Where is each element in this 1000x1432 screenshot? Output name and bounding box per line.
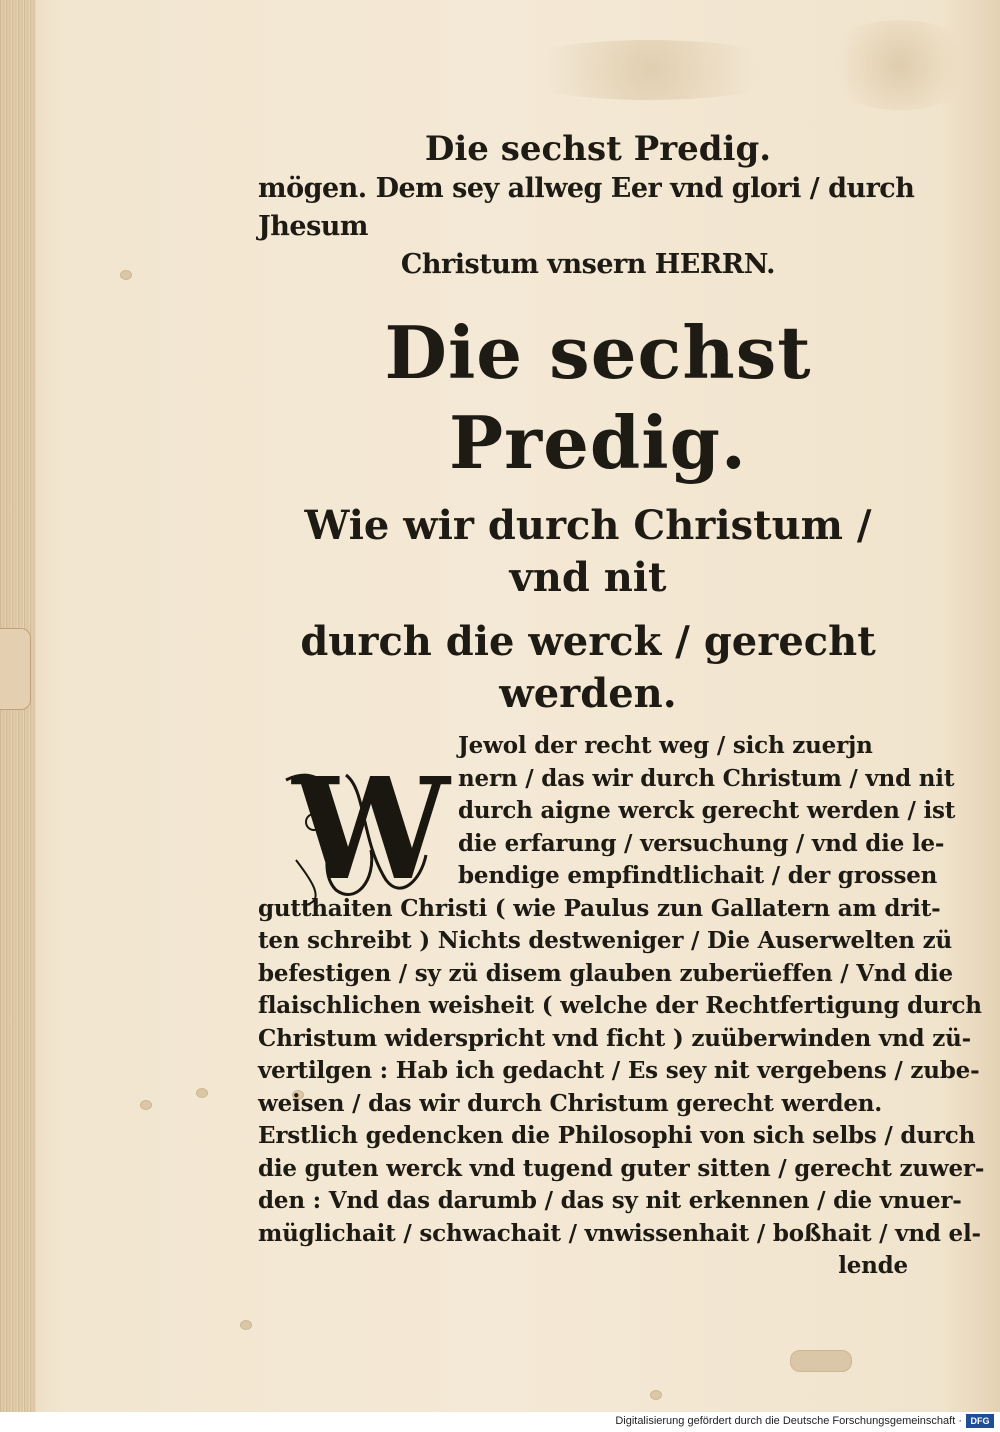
- body-line: nern / das wir durch Christum / vnd nit: [458, 764, 955, 792]
- paper-spot: [650, 1390, 662, 1400]
- body-line: gutthaiten Christi ( wie Paulus zun Gallatern am drit-: [258, 894, 941, 922]
- catchword: lende: [838, 1252, 908, 1279]
- body-line: weisen / das wir durch Christum gerecht werden.: [258, 1089, 883, 1117]
- body-line: die guten werck vnd tugend guter sitten / gerecht zuwer-: [258, 1154, 985, 1182]
- sermon-subtitle: Wie wir durch Christum / vnd nit: [304, 502, 872, 601]
- body-line: ten schreibt ) Nichts destweniger / Die Auserwelten zü: [258, 927, 952, 954]
- body-line: müglichait / schwachait / vnwissenhait / boßhait / vnd el-: [258, 1219, 981, 1247]
- initial-letter: W: [292, 748, 450, 912]
- sermon-body: [258, 730, 985, 1283]
- body-line: vertilgen : Hab ich gedacht / Es sey nit vergebens / zube-: [258, 1057, 980, 1084]
- digitization-footer: [0, 1412, 1000, 1432]
- sermon-subtitle: durch die werck / gerecht werden.: [300, 618, 876, 717]
- paper-stain: [820, 20, 980, 110]
- body-line: flaischlichen weisheit ( welche der Rechtfertigung durch: [258, 992, 982, 1019]
- text-block: [258, 128, 985, 1283]
- body-line: Jewol der recht weg / sich zuerjn: [458, 732, 873, 759]
- body-line: befestigen / sy zü disem glauben zuberüeffen / Vnd die: [258, 959, 953, 987]
- dfg-logo: DFG: [966, 1414, 994, 1428]
- funding-notice: Digitalisierung gefördert durch die Deutsche Forschungsgemeinschaft ·: [615, 1415, 962, 1427]
- intro-line: mögen. Dem sey allweg Eer vnd glori / durch Jhesum: [258, 173, 915, 242]
- sermon-title: Die sechst Predig.: [384, 310, 812, 485]
- body-line: Christum widerspricht vnd ficht ) zuüberwinden vnd zü-: [258, 1024, 971, 1052]
- body-line: durch aigne werck gerecht werden / ist: [458, 797, 956, 824]
- intro-line: Christum vnsern HERRN.: [400, 249, 776, 280]
- paper-spot: [240, 1320, 252, 1330]
- decorated-initial: [276, 748, 450, 912]
- paper-spot: [140, 1100, 152, 1110]
- page-edge-tab: [0, 628, 31, 710]
- body-line: Erstlich gedencken die Philosophi von sich selbs / durch: [258, 1122, 976, 1149]
- running-head: Die sechst Predig.: [424, 129, 772, 169]
- body-line: die erfarung / versuchung / vnd die le-: [458, 829, 945, 857]
- paper-stain: [500, 40, 800, 100]
- paper-spot: [120, 270, 132, 280]
- body-line: den : Vnd das darumb / das sy nit erkennen / die vnuer-: [258, 1187, 962, 1214]
- body-line: bendige empfindtlichait / der grossen: [458, 862, 938, 889]
- paper-spot: [196, 1088, 208, 1098]
- paper-spot: [790, 1350, 852, 1372]
